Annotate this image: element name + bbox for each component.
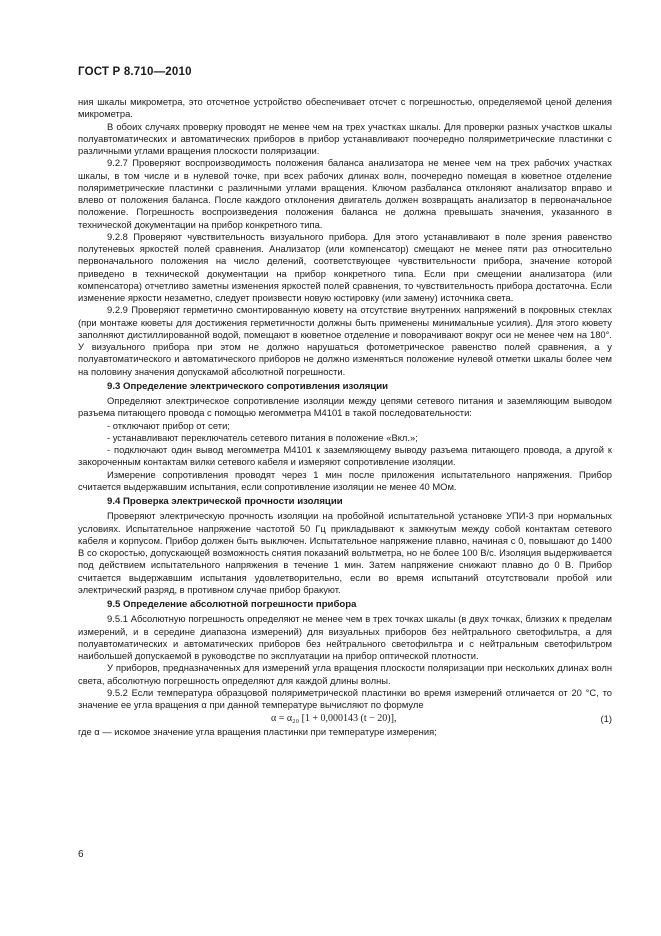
document-body — [78, 96, 612, 739]
section-9-3-title: 9.3 Определение электрического сопротивления изоляции — [107, 380, 389, 392]
section-9-4-text: Проверяют электрическую прочность изоляции на пробойной испытательной установке УПИ-3 при нормальных условиях. Испытательное напряжение частотой 50 Гц прикладывают к замкнутым между собой контактам сетевого кабеля и корпусом. Прибор должен быть выключен. Испытательное напряжение плавно, начиная с 0, повышают до 1400 В со скоростью, допускающей возможность снятия показаний вольтметра, но не более 100 В/с. Изоляция выдерживается под действием испытательного напряжения в течение 1 мин. Затем напряжение снижают плавно до 0 В. Прибор считается выдержавшим испытания удовлетворительно, если во время испытаний отсутствовали пробой или электрический разряд, в противном случае прибор бракуют. — [78, 510, 612, 595]
paragraph-9-2-7: 9.2.7 Проверяют воспроизводимость положения баланса анализатора не менее чем на трех рабочих участках шкалы, в том числе и в нулевой точке, при всех рабочих длинах волн, поочередно помещая в кюветное отделение поляриметрические пластинки с различными углами вращения. Ключом разбаланса отклоняют анализатор вправо и влево от положения баланса. После каждого отклонения двигатель должен возвращать анализатор в первоначальное положение. Погрешность воспроизведения положения баланса не должна превышать значения, указанного в технической документации на прибор конкретного типа. — [78, 157, 612, 230]
document-header: ГОСТ Р 8.710—2010 — [78, 66, 192, 78]
list-item: - подключают один вывод мегомметра М4101 к заземляющему выводу разъема питающего провода, а другой к закороченным контактам вилки сетевого кабеля и измеряют сопротивление изоляции. — [78, 444, 612, 468]
formula-1 — [78, 713, 612, 726]
paragraph-9-5-1: 9.5.1 Абсолютную погрешность определяют не менее чем в трех точках шкалы (в двух точках, близких к пределам измерений, и в середине диапазона измерений) для визуальных приборов без нейтрального светофильтра, а для полуавтоматических и автоматических приборов без нейтрального светофильтра и с нейтральным светофильтром наибольшей допускаемой в руководстве по эксплуатации на прибор оптической плотности. — [78, 613, 612, 661]
paragraph-9-5-2: 9.5.2 Если температура образцовой поляриметрической пластинки во время измерений отличается от 20 °С, то значение ее угла вращения α при данной температуре вычисляют по формуле — [78, 686, 612, 710]
paragraph-wavelengths: У приборов, предназначенных для измерений угла вращения плоскости поляризации при нескольких длинах волн света, абсолютную погрешность определяют для каждой длины волны. — [78, 662, 612, 686]
formula-expression: α = α₂₀ [1 + 0,000143 (t − 20)], — [271, 713, 397, 725]
section-9-5-title: 9.5 Определение абсолютной погрешности прибора — [107, 599, 357, 610]
section-9-3-outro: Измерение сопротивления проводят через 1 мин после приложения испытательного напряжения. Прибор считается выдержавшим испытания, если сопротивление изоляции не менее 40 МОм. — [78, 468, 612, 492]
list-item: - устанавливают переключатель сетевого питания в положение «Вкл.»; — [107, 431, 418, 443]
section-9-3-intro: Определяют электрическое сопротивление изоляции между цепями сетевого питания и заземляющим выводом разъема питающего провода с помощью мегомметра М4101 в такой последовательности: — [78, 395, 612, 419]
paragraph-9-2-9: 9.2.9 Проверяют герметично смонтированную кювету на отсутствие внутренних напряжений в покровных стеклах (при монтаже кюветы для достижения герметичности должны быть применены минимальные усилия). Для этого кювету заполняют дистиллированной водой, помещают в кюветное отделение и поворачивают вокруг оси не менее чем на 180°. У визуального прибора при этом не должно нарушаться фотометрическое равенство полей сравнения, а у полуавтоматического и автоматического приборов не должно изменяться положение нулевой отметки шкалы более чем на половину значения допускамой абсолютной погрешности. — [78, 304, 612, 377]
paragraph-continuation: ния шкалы микрометра, это отсчетное устройство обеспечивает отсчет с погрешностью, определяемой ценой деления микрометра. — [78, 96, 612, 120]
section-9-4-title: 9.4 Проверка электрической прочности изоляции — [107, 496, 343, 507]
formula-number: (1) — [600, 713, 612, 725]
paragraph-test-sections: В обоих случаях проверку проводят не менее чем на трех участках шкалы. Для проверки разных участков шкалы полуавтоматических и автоматических приборов в прибор устанавливают поочередно поляриметрические пластинки с различными углами вращения плоскости поляризации. — [78, 120, 612, 156]
list-item: - отключают прибор от сети; — [107, 419, 230, 431]
paragraph-9-2-8: 9.2.8 Проверяют чувствительность визуального прибора. Для этого устанавливают в поле зрения равенство полутеневых яркостей полей сравнения. Анализатор (или компенсатор) смещают не менее пяти раз относительно первоначального положения на число делений, соответствующее чувствительности прибора, значение которой приведено в технической документации на прибор конкретного типа. Если при смещении анализатора (или компенсатора) отчетливо заметны изменения яркостей полей сравнения, то чувствительность прибора достаточна. Если изменение яркости незаметно, следует произвести новую юстировку (или замену) источника света. — [78, 230, 612, 303]
formula-where: где α — искомое значение угла вращения пластинки при температуре измерения; — [78, 726, 437, 738]
page-number: 6 — [78, 849, 84, 860]
